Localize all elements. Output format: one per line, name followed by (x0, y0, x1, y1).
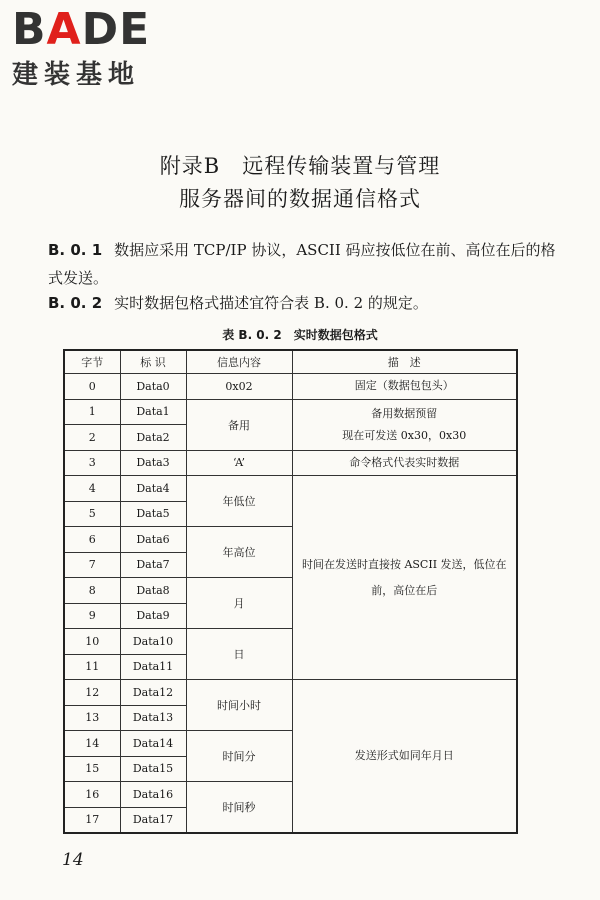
cell-description: 固定（数据包包头） (292, 374, 517, 400)
cell-id: Data17 (120, 807, 186, 833)
header-content: 信息内容 (186, 350, 292, 374)
cell-content: 时间秒 (186, 782, 292, 834)
header-description: 描 述 (292, 350, 517, 374)
cell-id: Data9 (120, 603, 186, 629)
cell-content: 年低位 (186, 476, 292, 527)
cell-id: Data8 (120, 578, 186, 604)
logo-letters-de: DE (81, 4, 151, 55)
cell-id: Data6 (120, 527, 186, 553)
clause-number: B. 0. 1 (48, 241, 103, 259)
logo-letter-b: B (12, 4, 47, 55)
cell-byte: 11 (64, 654, 120, 680)
description-line: 备用数据预留 (371, 406, 438, 420)
cell-content: 备用 (186, 399, 292, 450)
cell-byte: 16 (64, 782, 120, 808)
cell-byte: 4 (64, 476, 120, 502)
cell-byte: 2 (64, 425, 120, 451)
cell-byte: 14 (64, 731, 120, 757)
cell-content: 0x02 (186, 374, 292, 400)
cell-id: Data2 (120, 425, 186, 451)
cell-byte: 0 (64, 374, 120, 400)
cell-id: Data15 (120, 756, 186, 782)
appendix-title-line1: 附录B 远程传输装置与管理 (159, 154, 441, 178)
logo-subtitle: 建装基地 (12, 60, 141, 90)
header-byte: 字节 (64, 350, 120, 374)
cell-id: Data3 (120, 450, 186, 476)
cell-id: Data1 (120, 399, 186, 425)
cell-byte: 15 (64, 756, 120, 782)
cell-id: Data7 (120, 552, 186, 578)
cell-description: 时间在发送时直接按 ASCII 发送，低位在前，高位在后 (292, 476, 517, 680)
cell-content: 时间分 (186, 731, 292, 782)
cell-byte: 13 (64, 705, 120, 731)
table-row (64, 680, 517, 706)
table-row (64, 450, 517, 476)
cell-byte: 10 (64, 629, 120, 655)
realtime-packet-table (63, 349, 518, 834)
description-line: 现在可发送 0x30，0x30 (342, 428, 467, 442)
cell-id: Data10 (120, 629, 186, 655)
cell-id: Data0 (120, 374, 186, 400)
cell-id: Data16 (120, 782, 186, 808)
clause-text: 数据应采用 TCP/IP 协议，ASCII 码应按低位在前、高位在后的格式发送。 (48, 241, 556, 287)
cell-byte: 12 (64, 680, 120, 706)
page-number: 14 (62, 850, 84, 870)
cell-byte: 1 (64, 399, 120, 425)
bade-logo (12, 4, 182, 91)
cell-byte: 5 (64, 501, 120, 527)
table-header-row (64, 350, 517, 374)
cell-description: 发送形式如同年月日 (292, 680, 517, 834)
cell-content: 年高位 (186, 527, 292, 578)
table-row (64, 374, 517, 400)
cell-byte: 3 (64, 450, 120, 476)
table-row (64, 399, 517, 425)
cell-id: Data11 (120, 654, 186, 680)
cell-content: ‘A’ (186, 450, 292, 476)
cell-byte: 8 (64, 578, 120, 604)
cell-description: 命令格式代表实时数据 (292, 450, 517, 476)
header-id: 标 识 (120, 350, 186, 374)
cell-description (292, 399, 517, 450)
cell-id: Data4 (120, 476, 186, 502)
cell-content: 日 (186, 629, 292, 680)
cell-id: Data13 (120, 705, 186, 731)
clause-b02 (48, 289, 558, 317)
cell-byte: 17 (64, 807, 120, 833)
cell-id: Data14 (120, 731, 186, 757)
cell-id: Data5 (120, 501, 186, 527)
logo-letter-a: A (46, 4, 82, 55)
cell-byte: 9 (64, 603, 120, 629)
appendix-title-line2: 服务器间的数据通信格式 (179, 187, 421, 211)
cell-content: 月 (186, 578, 292, 629)
cell-content: 时间小时 (186, 680, 292, 731)
cell-byte: 6 (64, 527, 120, 553)
logo-wordmark (12, 4, 182, 55)
cell-byte: 7 (64, 552, 120, 578)
table-caption: 表 B. 0. 2 实时数据包格式 (222, 328, 378, 342)
clause-number: B. 0. 2 (48, 294, 103, 312)
cell-id: Data12 (120, 680, 186, 706)
table-row (64, 476, 517, 502)
clause-text: 实时数据包格式描述宜符合表 B. 0. 2 的规定。 (114, 294, 428, 312)
clause-b01 (48, 236, 558, 292)
